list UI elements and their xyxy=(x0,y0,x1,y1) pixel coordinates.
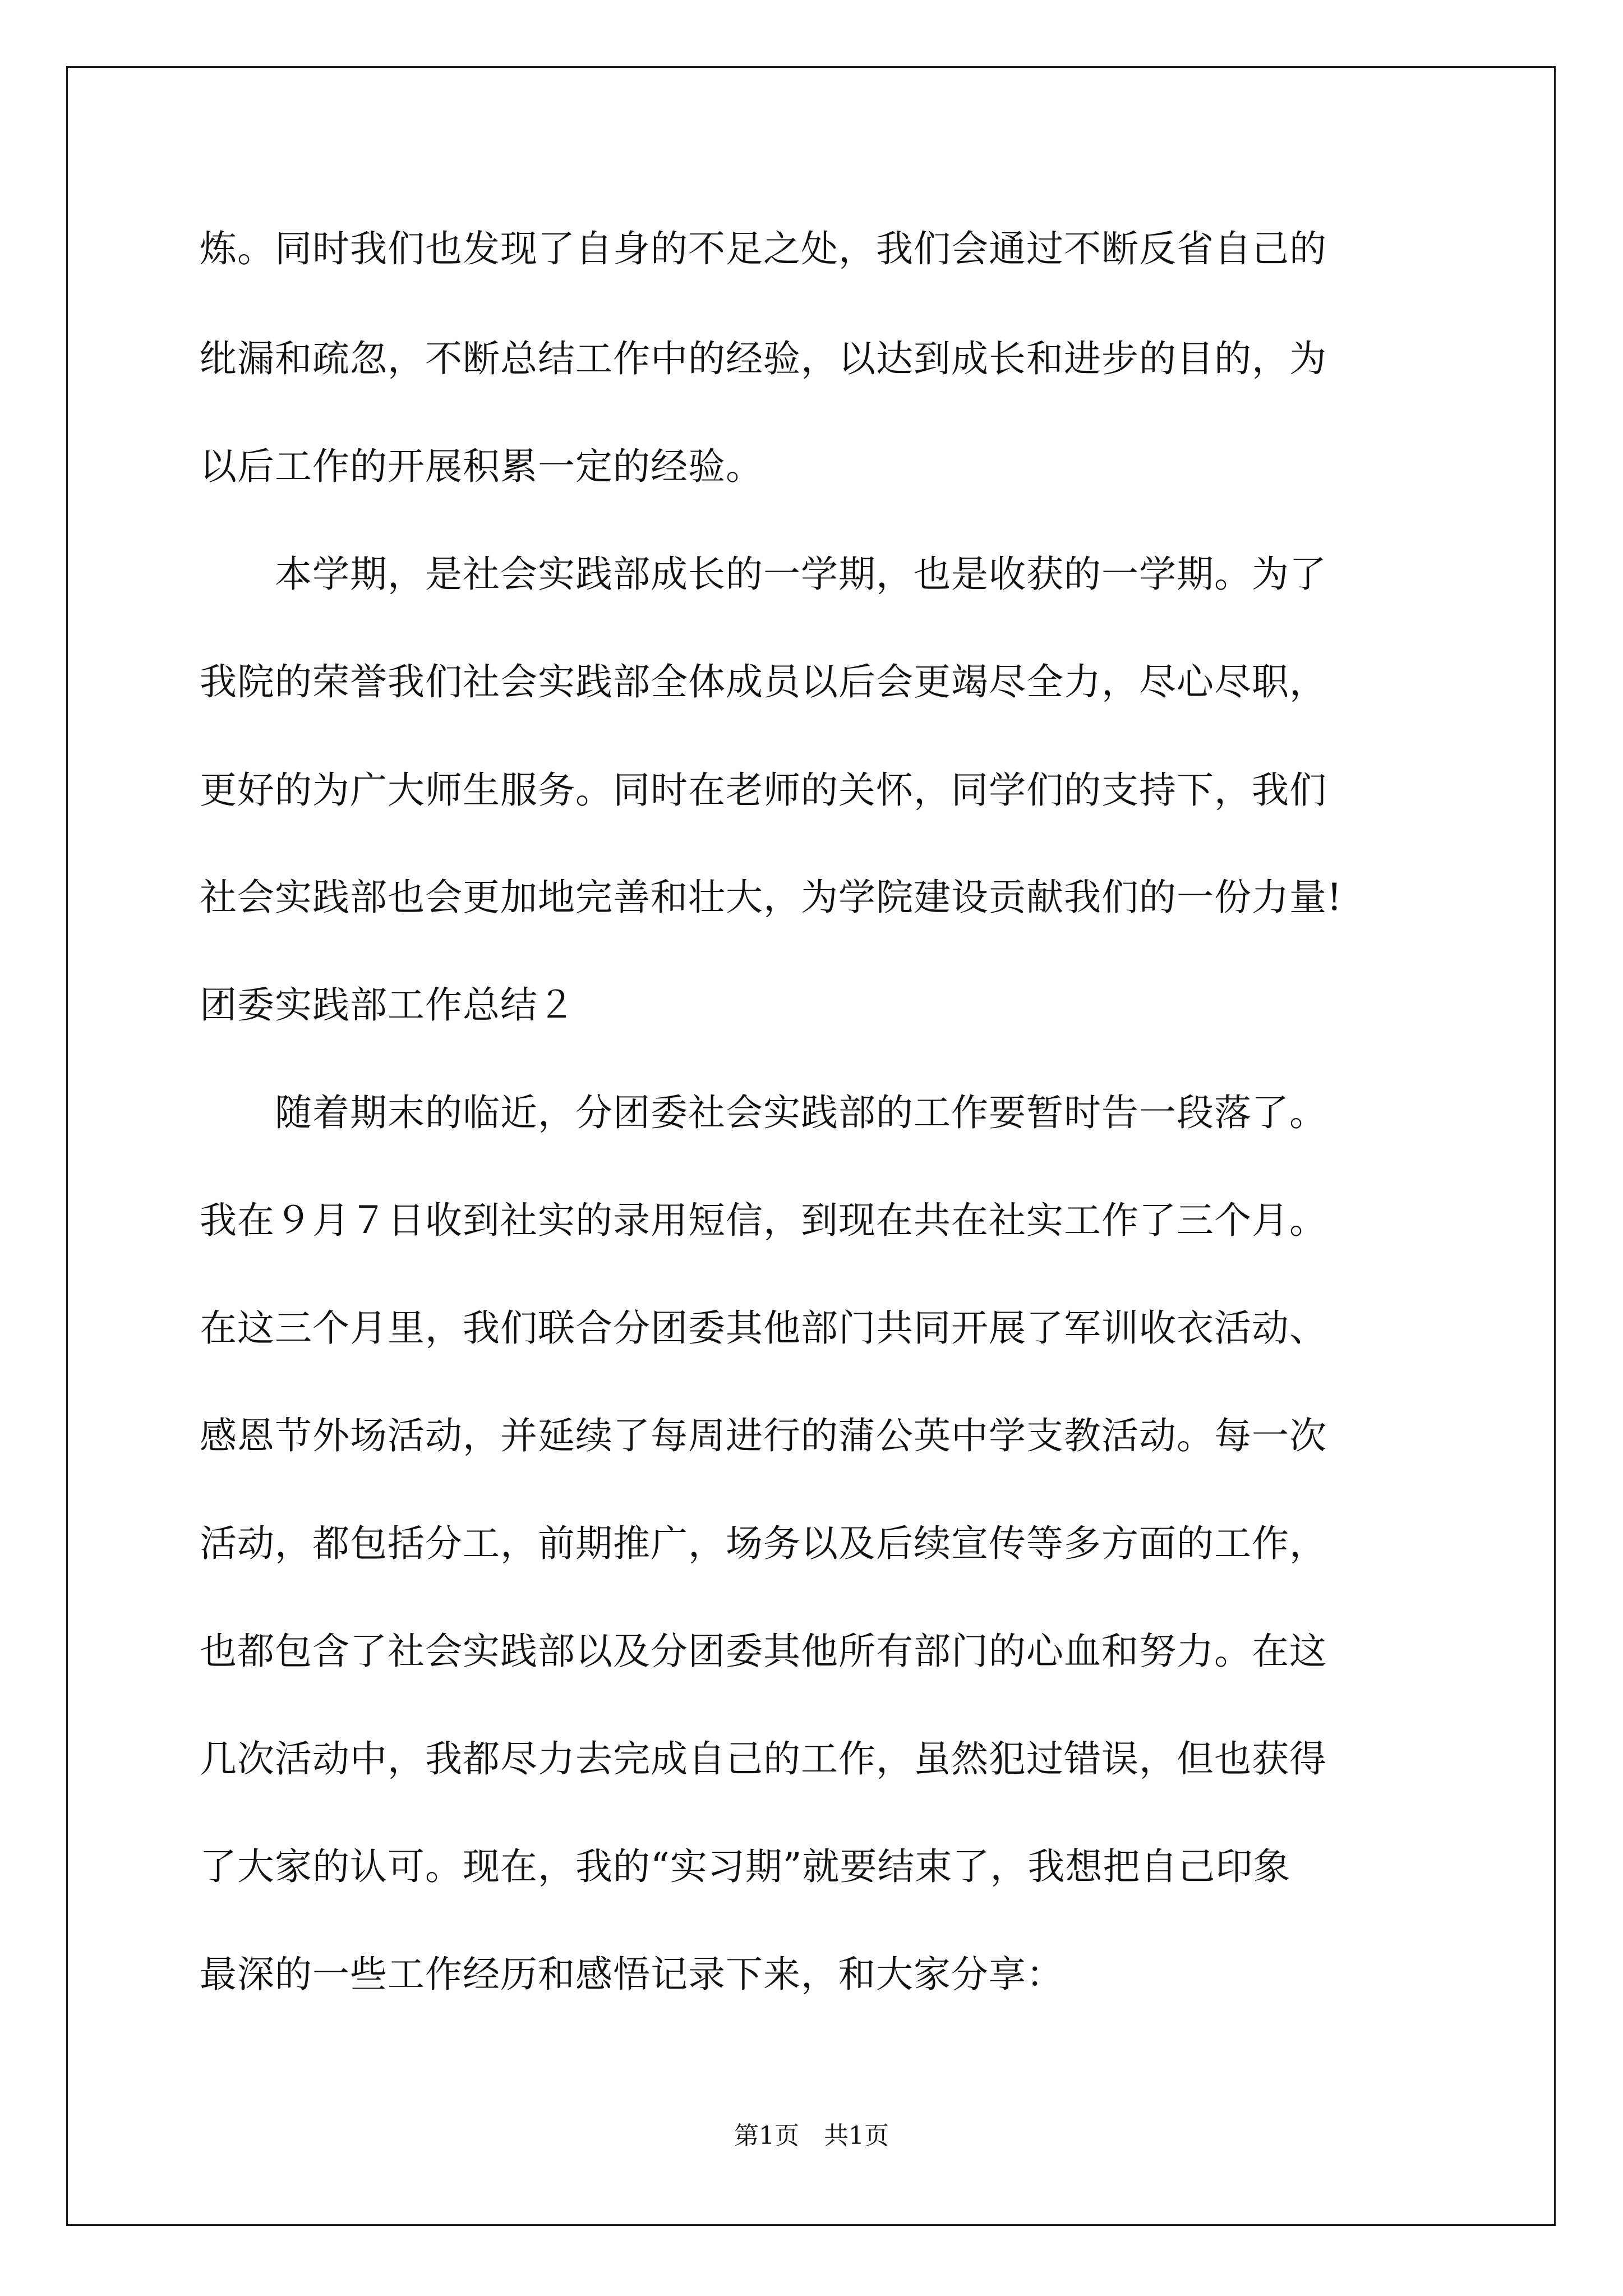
body-text-line: 我在９月７日收到社实的录用短信，到现在共在社实工作了三个月。 xyxy=(200,1199,1327,1242)
body-text-line: 几次活动中，我都尽力去完成自己的工作，虽然犯过错误，但也获得 xyxy=(200,1737,1327,1780)
body-text-line: 感恩节外场活动，并延续了每周进行的蒲公英中学支教活动。每一次 xyxy=(200,1414,1327,1457)
paragraph-start-line: 本学期，是社会实践部成长的一学期，也是收获的一学期。为了 xyxy=(200,553,1327,596)
page-border xyxy=(66,66,1556,2226)
body-text-line: 纰漏和疏忽，不断总结工作中的经验，以达到成长和进步的目的，为 xyxy=(200,337,1327,380)
page-number-footer: 第1页 共1页 xyxy=(734,2122,889,2150)
body-text-line: 以后工作的开展积累一定的经验。 xyxy=(200,445,763,488)
body-text-line: 最深的一些工作经历和感悟记录下来，和大家分享： xyxy=(200,1953,1064,1996)
paragraph-start-line: 随着期末的临近，分团委社会实践部的工作要暂时告一段落了。 xyxy=(200,1091,1327,1134)
body-text-line: 了大家的认可。现在，我的“实习期”就要结束了，我想把自己印象 xyxy=(200,1845,1291,1888)
section-heading: 团委实践部工作总结２ xyxy=(200,983,575,1027)
body-text-line: 炼。同时我们也发现了自身的不足之处，我们会通过不断反省自己的 xyxy=(200,227,1327,270)
body-text-line: 我院的荣誉我们社会实践部全体成员以后会更竭尽全力，尽心尽职， xyxy=(200,660,1327,703)
body-text-line: 也都包含了社会实践部以及分团委其他所有部门的心血和努力。在这 xyxy=(200,1630,1327,1673)
body-text-line: 在这三个月里，我们联合分团委其他部门共同开展了军训收衣活动、 xyxy=(200,1306,1327,1350)
body-text-line: 活动，都包括分工，前期推广，场务以及后续宣传等多方面的工作， xyxy=(200,1522,1327,1565)
body-text-line: 社会实践部也会更加地完善和壮大，为学院建设贡献我们的一份力量! xyxy=(200,876,1343,919)
body-text-line: 更好的为广大师生服务。同时在老师的关怀，同学们的支持下，我们 xyxy=(200,769,1327,812)
